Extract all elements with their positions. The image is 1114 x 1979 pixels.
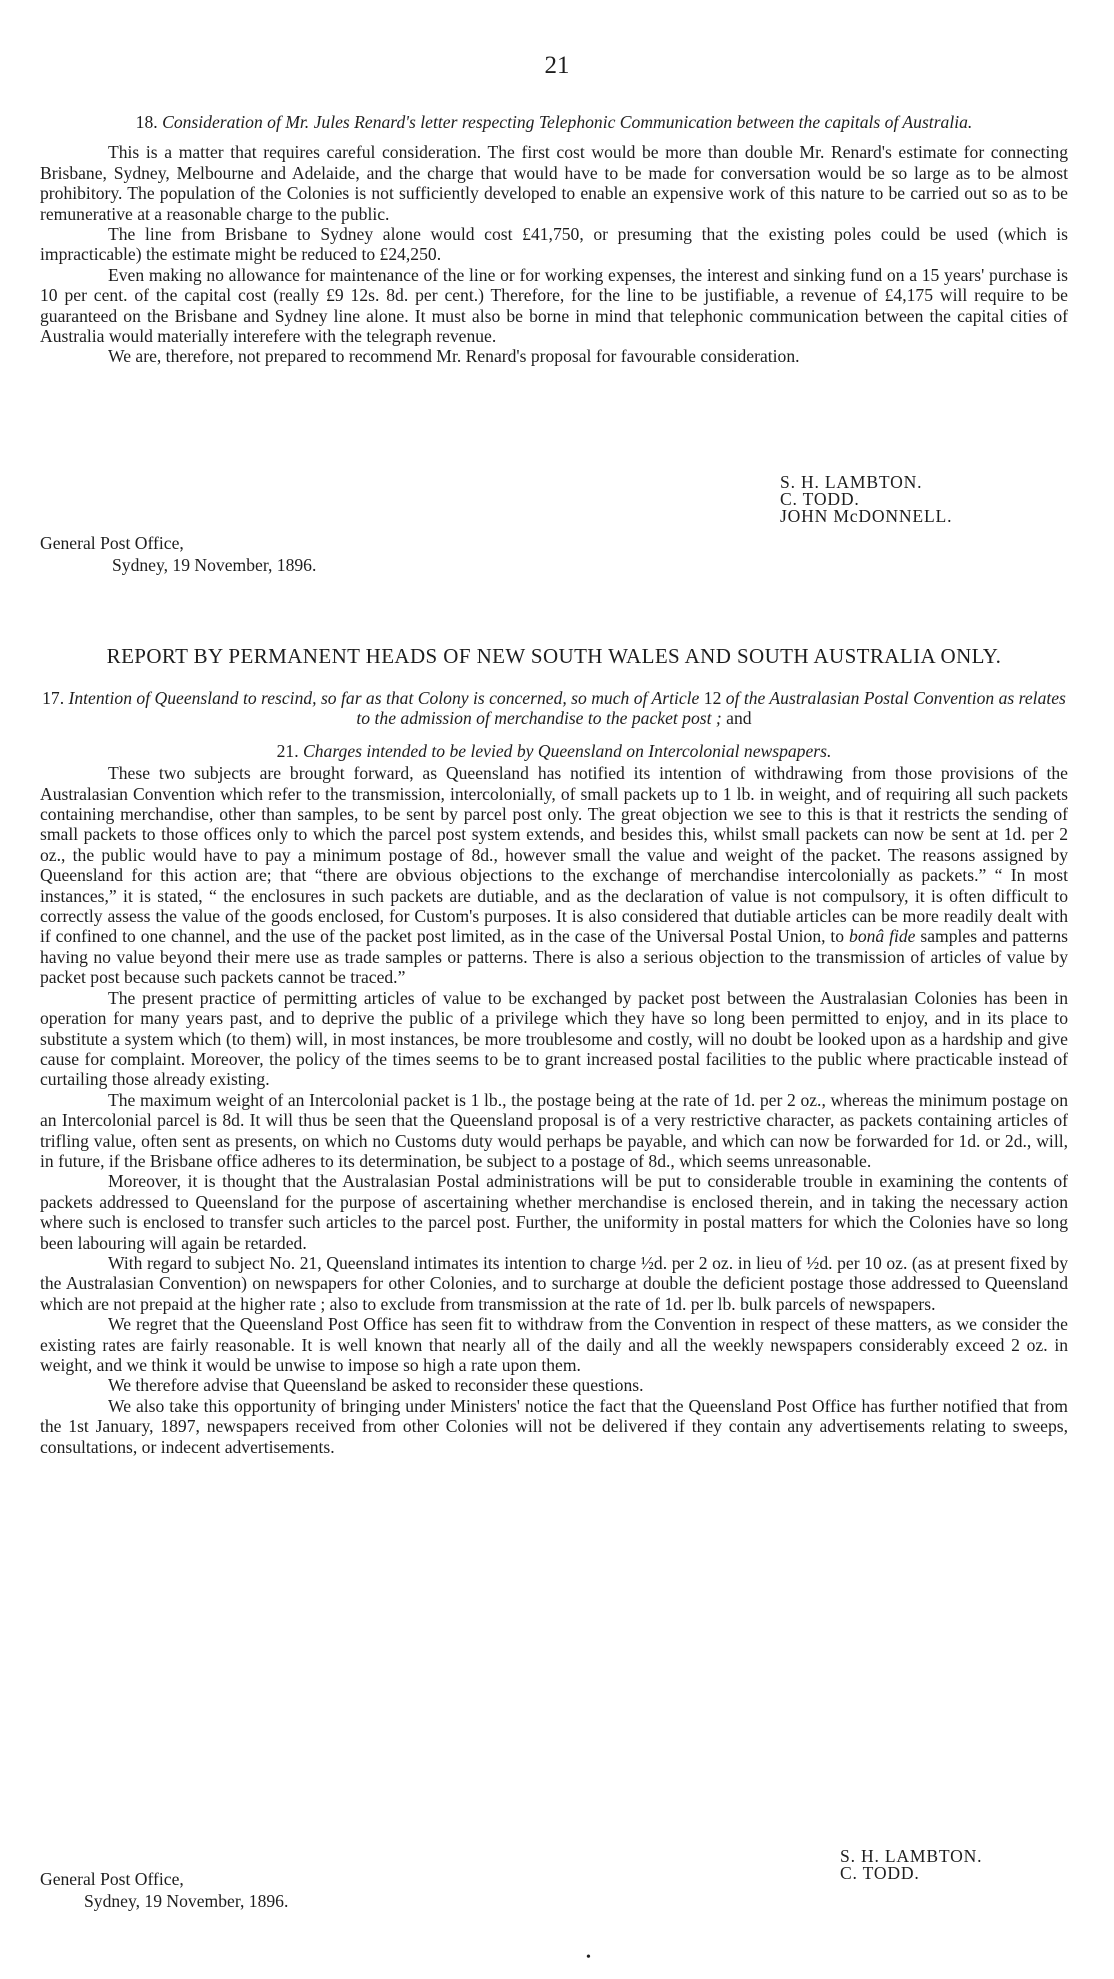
place: General Post Office, [40, 1869, 184, 1889]
item-17-text-continued: of the Australasian Postal Convention as relates to the admission of merchandise to the packet post ; [356, 688, 1066, 729]
signatory: S. H. LAMBTON. [780, 472, 923, 492]
section-18-paragraph: Even making no allowance for maintenance of the line or for working expenses, the interest and sinking fund on a 15 years' purchase is 10 per cent. of the capital cost (really £9 12s. 8d. per cent.) Therefore, for the line to be justifiable, a revenue of £4,175 will require to be guaranteed on the Brisbane and Sydney line alone. It must also be borne in mind that telephonic communication between the capital cities of Australia would materially interefere with the telegraph revenue. [40, 264, 1068, 347]
section-18-paragraph: The line from Brisbane to Sydney alone would cost £41,750, or presuming that the existing poles could be used (which is impracticable) the estimate might be reduced to £24,250. [40, 224, 1068, 265]
report-place-date [40, 1868, 288, 1912]
signatory: C. TODD. [840, 1863, 920, 1883]
report-paragraph: Moreover, it is thought that the Australasian Postal administrations will be put to considerable trouble in examining the contents of packets addressed to Queensland for the purpose of ascertaining whether merchandise is enclosed therein, and in taking the necessary action where such is enclosed to transfer such articles to the parcel post. Further, the uniformity in postal matters for which the Colonies have so long been labouring will again be retarded. [40, 1171, 1068, 1253]
item-21-heading [40, 741, 1068, 761]
section-18-number: 18. [135, 112, 158, 132]
item-21-number: 21. [276, 740, 299, 761]
report-paragraph: We regret that the Queensland Post Office has seen fit to withdraw from the Convention in respect of these matters, as we consider the existing rates are fairly reasonable. It is well known that nearly all of the daily and all the weekly newspapers considerably exceed 2 oz. in weight, and we think it would be unwise to impose so high a rate upon them. [40, 1314, 1068, 1375]
section-18-title: Consideration of Mr. Jules Renard's letter respecting Telephonic Communication between the capitals of Australia. [162, 112, 973, 132]
section-18-signatories [780, 474, 952, 525]
page-number: 21 [544, 52, 570, 79]
report-paragraph: With regard to subject No. 21, Queensland intimates its intention to charge ½d. per 2 oz. in lieu of ½d. per 10 oz. (as at present fixed by the Australasian Convention) on newspapers for other Colonies, and to surcharge at double the deficient postage those addressed to Queensland which are not prepaid at the higher rate ; also to exclude from transmission at the rate of 1d. per lb. bulk parcels of newspapers. [40, 1252, 1068, 1314]
report-paragraph [40, 763, 1068, 987]
date: Sydney, 19 November, 1896. [112, 555, 317, 575]
signatory: JOHN McDONNELL. [780, 506, 953, 526]
report-paragraph: We therefore advise that Queensland be asked to reconsider these questions. [108, 1375, 644, 1396]
section-18-heading [40, 112, 1068, 132]
signatory: C. TODD. [780, 489, 860, 509]
item-17-number: 17. [42, 688, 65, 708]
item-17-text: Intention of Queensland to rescind, so far as that Colony is concerned, so much of Article [68, 688, 700, 708]
report-title: REPORT BY PERMANENT HEADS OF NEW SOUTH WALES AND SOUTH AUSTRALIA ONLY. [106, 644, 1002, 668]
date: Sydney, 19 November, 1896. [84, 1891, 289, 1911]
item-17-article: 12 [703, 688, 722, 708]
item-21-text: Charges intended to be levied by Queensland on Intercolonial newspapers. [303, 740, 832, 761]
signatory: S. H. LAMBTON. [840, 1846, 983, 1866]
report-paragraph-text: samples and patterns having no value beyond their mere use as trade samples or patterns. There is also a serious objection to the transmission of articles of value by packet post because such packets cannot be traced.” [40, 926, 1068, 988]
footer-mark: • [586, 1950, 591, 1965]
section-18-paragraph: This is a matter that requires careful consideration. The first cost would be more than double Mr. Renard's estimate for connecting Brisbane, Sydney, Melbourne and Adelaide, and the charge that would have to be made for conversation would be so large as to be almost prohibitory. The population of the Colonies is not sufficiently developed to enable an expensive work of this nature to be carried out so as to be remunerative at a reasonable charge to the public. [40, 142, 1068, 224]
item-17-and: and [726, 708, 752, 729]
section-18-paragraph: We are, therefore, not prepared to recommend Mr. Renard's proposal for favourable consideration. [108, 346, 800, 367]
report-paragraph-italic: bonâ fide [849, 926, 916, 947]
report-paragraph: The present practice of permitting articles of value to be exchanged by packet post between the Australasian Colonies has been in operation for many years past, and to deprive the public of a privilege which they have so long been permitted to enjoy, and in its place to substitute a system which (to them) will, in most instances, be more troublesome and costly, will no doubt be looked upon as a hardship and give cause for complaint. Moreover, the policy of the times seems to be to grant increased postal facilities to the public where practicable instead of curtailing those already existing. [40, 987, 1068, 1090]
section-18-place-date [40, 532, 316, 576]
section-18 [40, 112, 1068, 367]
item-17-heading [40, 688, 1068, 729]
report-paragraph: The maximum weight of an Intercolonial packet is 1 lb., the postage being at the rate of 1d. per 2 oz., whereas the minimum postage on an Intercolonial parcel is 8d. It will thus be seen that the Queensland proposal is of a very restrictive character, as packets containing articles of trifling value, often sent as presents, on which no Customs duty would perhaps be payable, and which can now be forwarded for 1d. or 2d., will, in future, if the Brisbane office adheres to its determination, be subject to a postage of 8d., which seems unreasonable. [40, 1089, 1068, 1171]
report-signatories [840, 1848, 982, 1882]
report-paragraph-text: These two subjects are brought forward, as Queensland has notified its intention of withdrawing from those provisions of the Australasian Convention which refer to the transmission, intercolonially, of small packets up to 1 lb. in weight, and of requiring all such packets containing merchandise, other than samples, to be sent by parcel post only. The great objection we see to this is that it restricts the sending of small packets to those offices only to which the parcel post system extends, and besides this, whilst small packets can now be sent at 1d. per 2 oz., the public would have to pay a minimum postage of 8d., however small the value and weight of the packet. The reasons assigned by Queensland for this action are; that “there are obvious objections to the exchange of merchandise intercolonially as packets.” “ In most instances,” it is stated, “ the enclosures in such packets are dutiable, and as the declaration of value is not compulsory, it is often difficult to correctly assess the value of the goods enclosed, for Custom's purposes. It is also considered that dutiable articles can be more readily dealt with if confined to one channel, and the use of the packet post limited, as in the case of the Universal Postal Union, to [40, 763, 1068, 947]
place: General Post Office, [40, 533, 184, 553]
report-paragraph: We also take this opportunity of bringing under Ministers' notice the fact that the Queensland Post Office has further notified that from the 1st January, 1897, newspapers received from other Colonies will not be delivered if they contain any advertisements relating to sweeps, consultations, or indecent advertisements. [40, 1395, 1068, 1457]
report-section [40, 646, 1068, 1457]
